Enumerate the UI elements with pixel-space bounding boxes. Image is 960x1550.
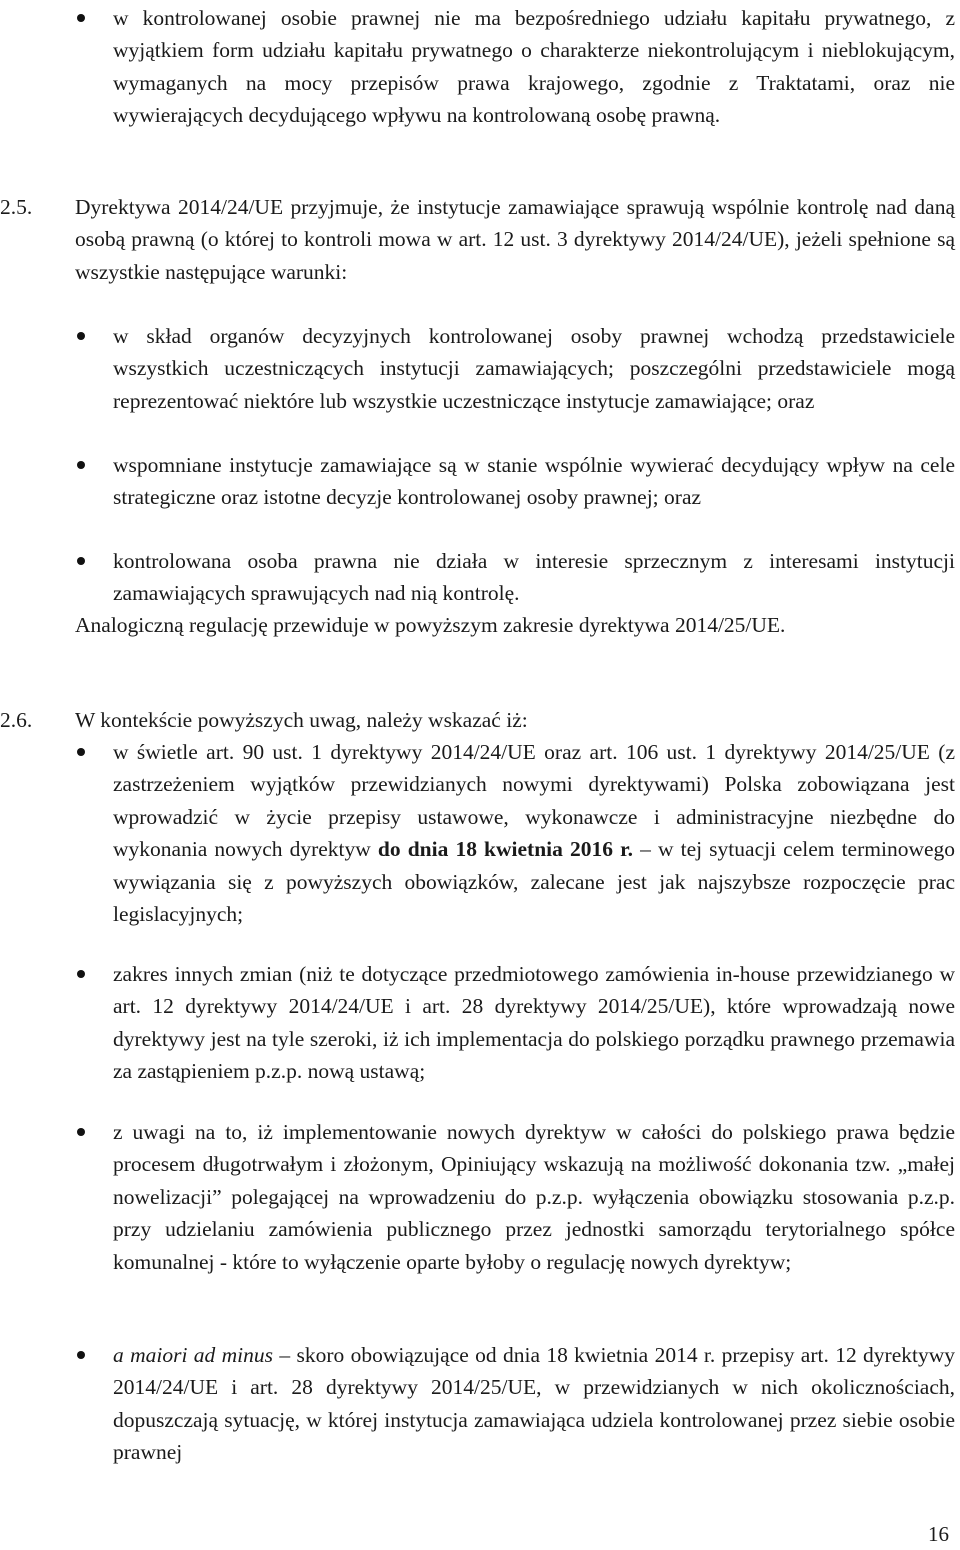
closing-text: Analogiczną regulację przewiduje w powyższym zakresie dyrektywa 2014/25/UE. xyxy=(75,613,786,637)
bullet-item xyxy=(113,320,955,417)
bullet-text: z uwagi na to, iż implementowanie nowych dyrektyw w całości do polskiego prawa będzie procesem długotrwałym i złożonym, Opiniujący wskazują na możliwość dokonania tzw. „małej nowelizacji” polegającej na wprowadzeniu do p.z.p. wyłączenia obowiązku stosowania p.z.p. przy udzielaniu zamówienia publicznego przez jednostki samorządu terytorialnego spółce komunalnej - które to wyłączenie oparte byłoby o regulację nowych dyrektyw; xyxy=(113,1120,955,1274)
bullet-item xyxy=(113,1116,955,1278)
section-2-6-intro xyxy=(75,704,955,736)
bullet-item xyxy=(113,545,955,610)
page-number: 16 xyxy=(928,1522,949,1546)
latin-phrase: a maiori ad minus xyxy=(113,1343,274,1367)
section-number: 2.5. xyxy=(0,195,33,219)
bullet-text: w skład organów decyzyjnych kontrolowanej osoby prawnej wchodzą przedstawiciele wszystkich uczestniczących instytucji zamawiających; poszczególni przedstawiciele mogą reprezentować niektóre lub wszystkie uczestniczące instytucje zamawiające; oraz xyxy=(113,324,955,413)
section-intro-text: Dyrektywa 2014/24/UE przyjmuje, że instytucje zamawiające sprawują wspólnie kontrolę nad daną osobą prawną (o której to kontroli mowa w art. 12 ust. 3 dyrektywy 2014/24/UE), jeżeli spełnione są wszystkie następujące warunki: xyxy=(75,195,955,284)
bullet-text: zakres innych zmian (niż te dotyczące przedmiotowego zamówienia in-house przewidzianego w art. 12 dyrektywy 2014/24/UE i art. 28 dyrektywy 2014/25/UE), które wprowadzają nowe dyrektywy jest na tyle szeroki, iż ich implementacja do polskiego porządku prawnego przemawia za zastąpieniem p.z.p. nową ustawą; xyxy=(113,962,955,1084)
bullet-item xyxy=(113,1339,955,1469)
bullet-item xyxy=(113,449,955,514)
bullet-text: wspomniane instytucje zamawiające są w stanie wspólnie wywierać decydujący wpływ na cele strategiczne oraz istotne decyzje kontrolowanej osoby prawnej; oraz xyxy=(113,453,955,510)
bullet-text: kontrolowana osoba prawna nie działa w interesie sprzecznym z interesami instytucji zamawiających sprawujących nad nią kontrolę. xyxy=(113,549,955,606)
section-number: 2.6. xyxy=(0,708,33,732)
deadline-bold: do dnia 18 kwietnia 2016 r. xyxy=(377,837,634,862)
bullet-text: – w tej sytuacji celem terminowego wywiązania się z powyższych obowiązków, zalecane jest jak najszybsze rozpoczęcie prac legislacyjnych; xyxy=(113,837,956,927)
section-intro-text: W kontekście powyższych uwag, należy wskazać iż: xyxy=(75,708,528,732)
bullet-item xyxy=(113,958,955,1088)
section-2-5-intro xyxy=(75,191,955,288)
section-2-5-closing xyxy=(75,609,955,641)
bullet-text: w świetle art. 90 ust. 1 dyrektywy 2014/24/UE oraz art. 106 ust. 1 dyrektywy 2014/25/UE (z zastrzeżeniem wyjątków przewidzianych nowymi dyrektywami) Polska zobowiązana jest wprowadzić w życie przepisy ustawowe, wykonawcze i administracyjne niezbędne do wykonania nowych dyrektyw xyxy=(113,740,955,862)
bullet-text: w kontrolowanej osobie prawnej nie ma bezpośredniego udziału kapitału prywatnego, z wyjątkiem form udziału kapitału prywatnego o charakterze niekontrolującym i nieblokującym, wymaganych na mocy przepisów prawa krajowego, zgodnie z Traktatami, oraz nie wywierających decydującego wpływu na kontrolowaną osobę prawną. xyxy=(113,6,955,128)
bullet-item xyxy=(113,736,955,930)
bullet-item xyxy=(113,2,955,132)
bullet-text: – skoro obowiązujące od dnia 18 kwietnia 2014 r. przepisy art. 12 dyrektywy 2014/24/UE i art. 28 dyrektywy 2014/25/UE, w przewidzianych w nich okolicznościach, dopuszczają sytuację, w której instytucja zamawiająca udziela kontrolowanej przez siebie osobie prawnej xyxy=(113,1343,955,1465)
